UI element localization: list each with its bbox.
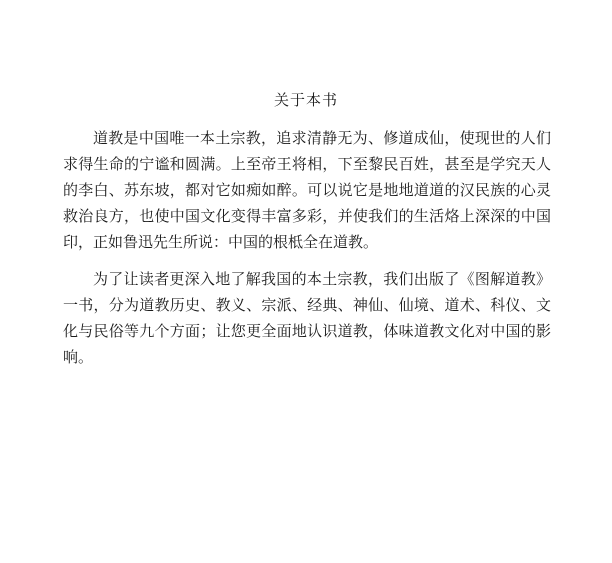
page-title: 关于本书: [273, 91, 338, 109]
paragraph-book-overview: 为了让读者更深入地了解我国的本土宗教，我们出版了《图解道教》一书，分为道教历史、教义、宗派、经典、神仙、仙境、道术、科仪、文化与民俗等九个方面；让您更全面地认识道教，体味道教文化对中国的影响。: [63, 270, 551, 366]
paragraph-intro: 道教是中国唯一本土宗教，追求清静无为、修道成仙，使现世的人们求得生命的宁谧和圆满。上至帝王将相，下至黎民百姓，甚至是学究天人的李白、苏东坡，都对它如痴如醉。可以说它是地地道道的汉民族的心灵救治良方，也使中国文化变得丰富多彩，并使我们的生活烙上深深的中国印，正如鲁迅先生所说：中国的根柢全在道教。: [63, 129, 551, 251]
